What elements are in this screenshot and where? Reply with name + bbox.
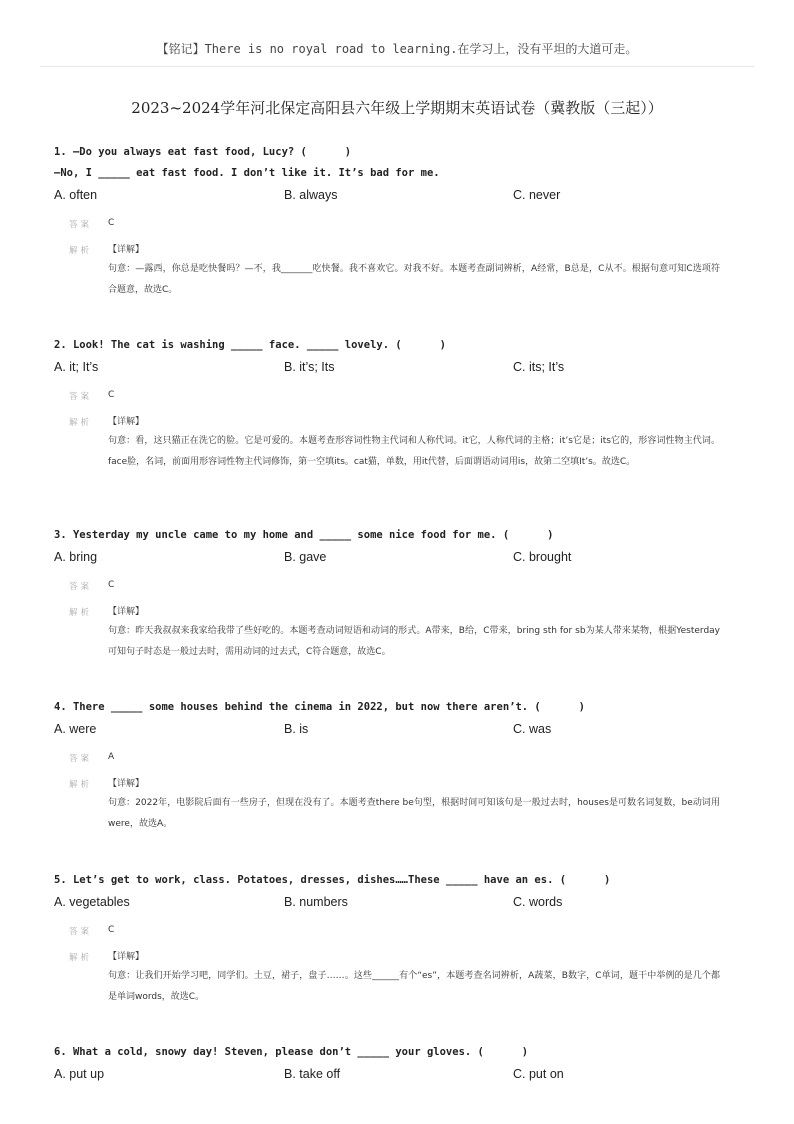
question-stem: 3. Yesterday my uncle came to my home and _____ some nice food for me. ( ) xyxy=(54,529,554,541)
answer-label: 答案 xyxy=(69,927,93,937)
option-row xyxy=(54,356,744,378)
explanation-text: 句意：昨天我叔叔来我家给我带了些好吃的。本题考查动词短语和动词的形式。A带来，B给，C带来，bring sth for sb为某人带来某物，根据Yesterday可知句子时态是一般过去时，需用动词的过去式，C符合题意，故选C。 xyxy=(108,626,720,657)
answer-value: C xyxy=(108,390,115,400)
option-c: C. words xyxy=(513,895,563,909)
detail-heading: 【详解】 xyxy=(108,952,145,962)
answer-row xyxy=(54,390,744,406)
question-stem: 1. —Do you always eat fast food, Lucy? ( ) —No, I _____ eat fast food. I don’t like it. It’s bad for me. xyxy=(54,146,440,179)
detail-heading: 【详解】 xyxy=(108,779,145,789)
explanation-label: 解析 xyxy=(69,608,93,618)
option-b: B. it’s; Its xyxy=(284,360,335,374)
explanation-label: 解析 xyxy=(69,418,93,428)
option-b: B. gave xyxy=(284,550,327,564)
option-row xyxy=(54,891,744,913)
option-c: C. put on xyxy=(513,1067,564,1081)
question-1 xyxy=(54,142,744,301)
option-b: B. numbers xyxy=(284,895,348,909)
answer-value: C xyxy=(108,925,115,935)
explanation-text: 句意：—露西，你总是吃快餐吗？—不，我_______吃快餐。我不喜欢它。对我不好。本题考查副词辨析，A经常，B总是，C从不。根据句意可知C选项符合题意，故选C。 xyxy=(108,264,720,295)
question-stem: 2. Look! The cat is washing _____ face. _____ lovely. ( ) xyxy=(54,339,446,351)
header-divider xyxy=(40,66,754,67)
option-row xyxy=(54,1063,744,1085)
explanation-row xyxy=(54,949,744,1008)
question-6 xyxy=(54,1042,744,1085)
answer-value: C xyxy=(108,218,115,228)
answer-row xyxy=(54,752,744,768)
answer-value: A xyxy=(108,752,115,762)
explanation-row xyxy=(54,242,744,301)
answer-row xyxy=(54,925,744,941)
question-stem: 6. What a cold, snowy day! Steven, please don’t _____ your gloves. ( ) xyxy=(54,1046,529,1058)
explanation-label: 解析 xyxy=(69,780,93,790)
question-2 xyxy=(54,335,744,473)
option-c: C. was xyxy=(513,722,552,736)
question-5 xyxy=(54,870,744,1008)
option-a: A. put up xyxy=(54,1067,105,1081)
option-b: B. always xyxy=(284,188,338,202)
question-3 xyxy=(54,525,744,663)
option-c: C. brought xyxy=(513,550,572,564)
option-b: B. is xyxy=(284,722,309,736)
explanation-text: 句意：让我们开始学习吧，同学们。土豆，裙子，盘子……。这些______有个“es”，本题考查名词辨析，A蔬菜，B数字，C单词，题干中举例的是几个都是单词words，故选C。 xyxy=(108,971,720,1002)
answer-row xyxy=(54,580,744,596)
detail-heading: 【详解】 xyxy=(108,607,145,617)
answer-label: 答案 xyxy=(69,220,93,230)
explanation-text: 句意：看，这只猫正在洗它的脸。它是可爱的。本题考查形容词性物主代词和人称代词。it它，人称代词的主格；it’s它是；its它的，形容词性物主代词。face脸，名词，前面用形容词性物主代词修饰，第一空填its。cat猫，单数，用it代替，后面谓语动词用is，故第二空填It’s。故选C。 xyxy=(108,436,720,467)
answer-label: 答案 xyxy=(69,582,93,592)
option-row xyxy=(54,184,744,206)
option-row xyxy=(54,546,744,568)
explanation-text: 句意：2022年，电影院后面有一些房子，但现在没有了。本题考查there be句型，根据时间可知该句是一般过去时，houses是可数名词复数，be动词用were，故选A。 xyxy=(108,798,720,829)
explanation-row xyxy=(54,776,744,835)
option-a: A. vegetables xyxy=(54,895,130,909)
explanation-label: 解析 xyxy=(69,953,93,963)
motto-header: 【铭记】There is no royal road to learning.在学习上，没有平坦的大道可走。 xyxy=(156,42,638,56)
option-b: B. take off xyxy=(284,1067,341,1081)
option-c: C. its; It’s xyxy=(513,360,565,374)
option-a: A. were xyxy=(54,722,97,736)
option-c: C. never xyxy=(513,188,561,202)
option-a: A. it; It’s xyxy=(54,360,99,374)
detail-heading: 【详解】 xyxy=(108,417,145,427)
option-a: A. often xyxy=(54,188,98,202)
explanation-row xyxy=(54,414,744,473)
option-a: A. bring xyxy=(54,550,98,564)
answer-label: 答案 xyxy=(69,754,93,764)
answer-value: C xyxy=(108,580,115,590)
question-stem: 4. There _____ some houses behind the cinema in 2022, but now there aren’t. ( ) xyxy=(54,701,586,713)
exam-title: 2023~2024学年河北保定高阳县六年级上学期期末英语试卷（冀教版（三起）） xyxy=(131,99,663,117)
question-4 xyxy=(54,697,744,835)
explanation-row xyxy=(54,604,744,663)
answer-label: 答案 xyxy=(69,392,93,402)
question-stem: 5. Let’s get to work, class. Potatoes, dresses, dishes……These _____ have an es. ( ) xyxy=(54,874,611,886)
detail-heading: 【详解】 xyxy=(108,245,145,255)
explanation-label: 解析 xyxy=(69,246,93,256)
option-row xyxy=(54,718,744,740)
answer-row xyxy=(54,218,744,234)
